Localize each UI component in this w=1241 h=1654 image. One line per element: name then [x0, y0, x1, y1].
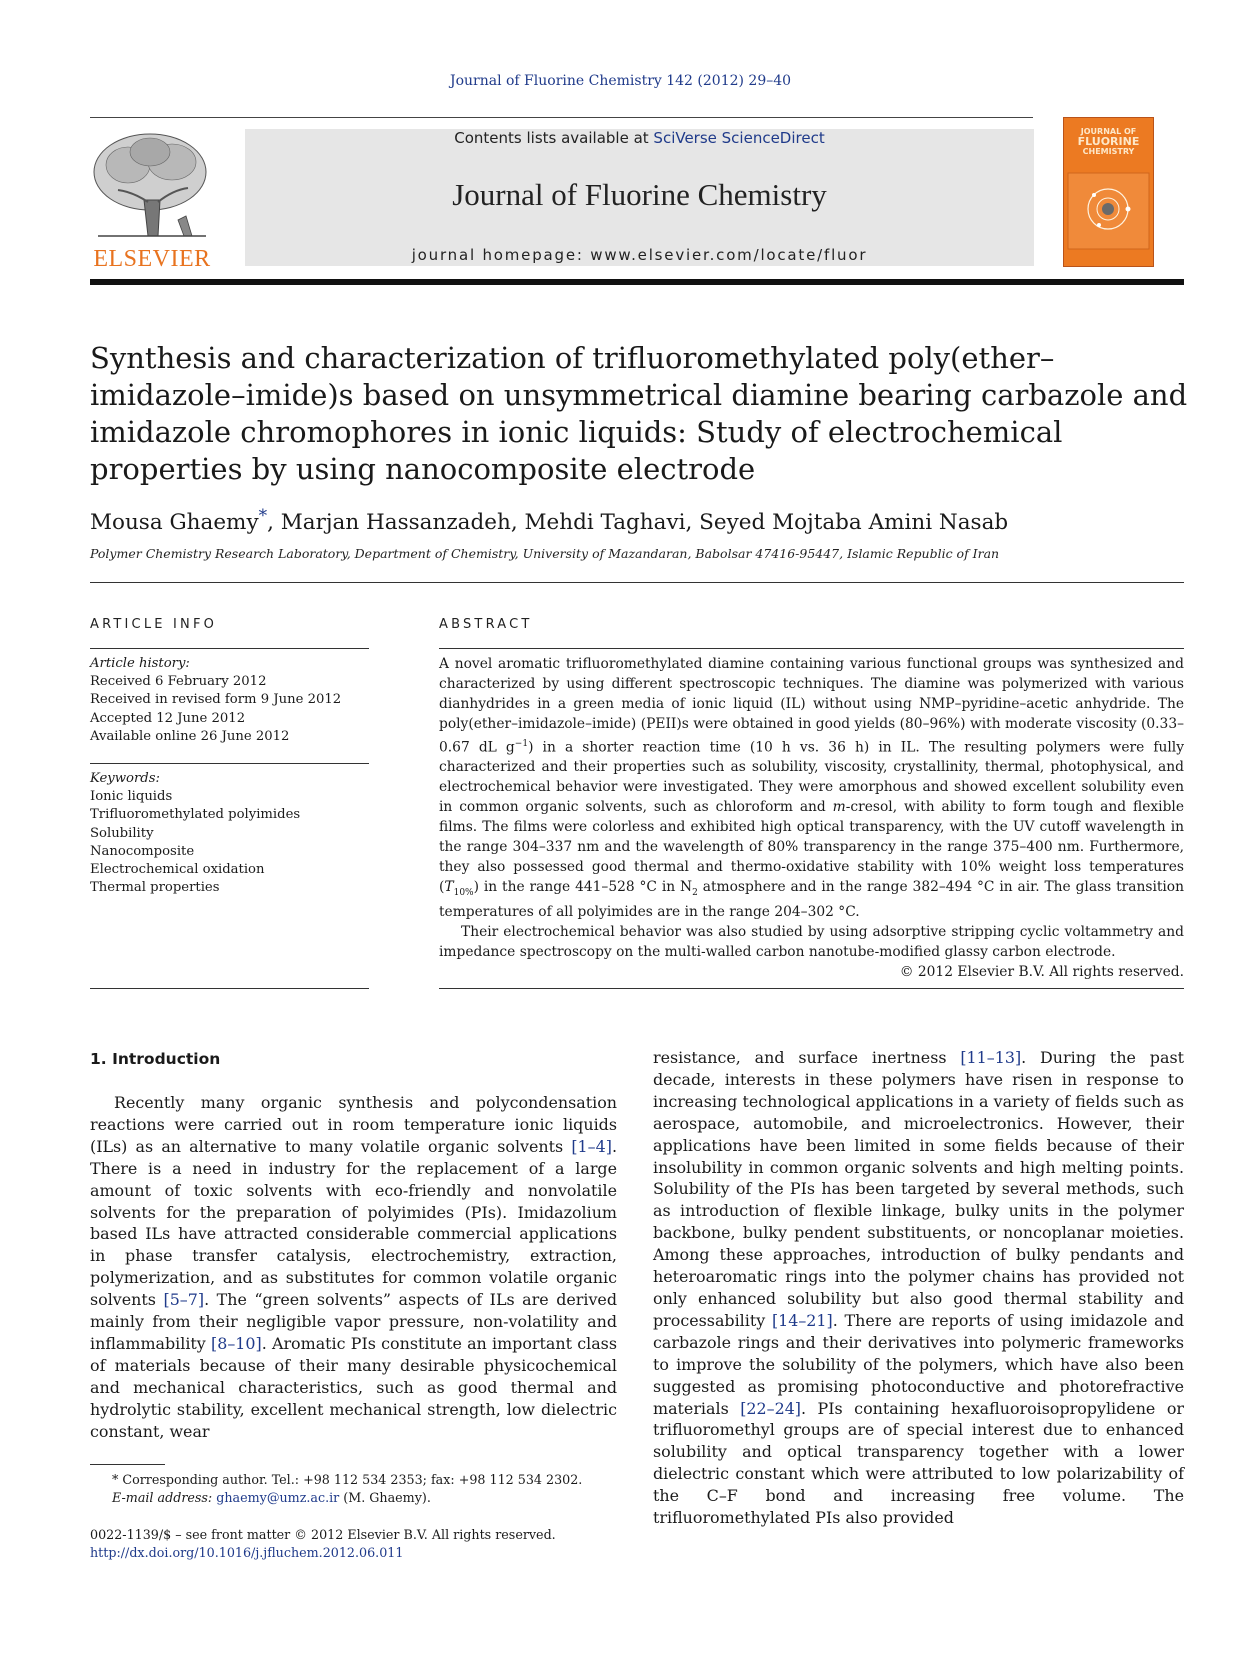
header-top-rule	[90, 117, 1033, 118]
affiliation-rule	[90, 582, 1184, 583]
affiliation: Polymer Chemistry Research Laboratory, Department of Chemistry, University of Mazandaran, Babolsar 47416-95447, Islamic Republic of Iran	[90, 546, 1000, 561]
article-info-rule-middle	[90, 763, 369, 764]
elsevier-wordmark: ELSEVIER	[93, 246, 211, 272]
abstract-copyright: © 2012 Elsevier B.V. All rights reserved.	[899, 963, 1184, 980]
citation-link[interactable]: [1–4]	[571, 1136, 612, 1156]
article-title: Synthesis and characterization of trifluoromethylated poly(ether–imidazole–imide)s based on unsymmetrical diamine bearing carbazole and imidazole chromophores in ionic liquids: Study of electrochemical properties by using nanocomposite electrode	[90, 341, 1188, 486]
citation-link[interactable]: [14–21]	[771, 1310, 833, 1330]
front-matter-line: 0022-1139/$ – see front matter © 2012 Elsevier B.V. All rights reserved.	[90, 1527, 556, 1542]
body-column-left	[90, 1092, 617, 1443]
history-accepted: Accepted 12 June 2012	[90, 710, 246, 726]
cover-atom-graphic-icon	[1064, 165, 1153, 255]
history-online: Available online 26 June 2012	[90, 728, 290, 744]
intro-paragraph-1: Recently many organic synthesis and polycondensation reactions were carried out in room temperature ionic liquids (ILs) as an alternative to many volatile organic solvents [1–4]. There is a need in industry for the replacement of a large amount of toxic solvents with eco-friendly and nonvolatile solvents for the preparation of polyimides (PIs). Imidazolium based ILs have attracted considerable commercial applications in phase transfer catalysis, electrochemistry, extraction, polymerization, and as substitutes for common volatile organic solvents [5–7]. The “green solvents” aspects of ILs are derived mainly from their negligible vapor pressure, non-volatility and inflammability [8–10]. Aromatic PIs constitute an important class of materials because of their many desirable physicochemical and mechanical characteristics, such as good thermal and hydrolytic stability, excellent mechanical strength, low dielectric constant, wear	[90, 1093, 618, 1441]
abstract-heading: ABSTRACT	[439, 617, 533, 632]
keywords	[90, 770, 369, 897]
citation-link[interactable]: [8–10]	[211, 1333, 262, 1353]
abstract-rule-bottom	[439, 988, 1184, 989]
history-label: Article history:	[90, 656, 190, 671]
abstract-rule-top	[439, 648, 1184, 649]
journal-homepage[interactable]: journal homepage: www.elsevier.com/locate/fluor	[411, 246, 868, 264]
abstract-text	[439, 655, 1184, 983]
article-info-heading: ARTICLE INFO	[90, 617, 218, 632]
keyword-item: Thermal properties	[90, 880, 220, 896]
citation-link[interactable]: [22–24]	[740, 1398, 802, 1418]
journal-cover-thumbnail	[1063, 117, 1154, 267]
journal-name: Journal of Fluorine Chemistry	[452, 177, 827, 212]
corresponding-author-mark[interactable]: *	[258, 506, 268, 526]
citation-link[interactable]: [5–7]	[163, 1290, 205, 1310]
abstract-paragraph-2: Their electrochemical behavior was also studied by using adsorptive stripping cyclic voltammetry and impedance spectroscopy on the multi-walled carbon nanotube-modified glassy carbon electrode.	[439, 924, 1184, 961]
header-thick-rule	[90, 279, 1184, 285]
cover-title-line-1: JOURNAL OF	[1080, 127, 1137, 136]
article-info-rule-bottom	[90, 988, 369, 989]
authors-other: , Marjan Hassanzadeh, Mehdi Taghavi, Seyed Mojtaba Amini Nasab	[267, 510, 1009, 536]
email-link[interactable]: ghaemy@umz.ac.ir	[216, 1490, 340, 1505]
cover-title-line-3: CHEMISTRY	[1082, 147, 1135, 156]
journal-masthead	[245, 129, 1034, 266]
sciverse-sciencedirect-link[interactable]: SciVerse ScienceDirect	[653, 129, 825, 147]
cover-title	[1064, 127, 1153, 157]
keyword-item: Nanocomposite	[90, 843, 195, 859]
body-column-right	[653, 1047, 1184, 1529]
author-list	[90, 506, 1190, 535]
keyword-item: Solubility	[90, 825, 154, 841]
abstract-paragraph-1: A novel aromatic trifluoromethylated diamine containing various functional groups was synthesized and characterized by using different spectroscopic techniques. The diamine was polymerized with various dianhydrides in a green media of ionic liquid (IL) without using NMP–pyridine–acetic anhydride. The poly(ether–imidazole–imide) (PEII)s were obtained in good yields (80–96%) with moderate viscosity (0.33–0.67 dL $g^{-1}$) in a shorter reaction time (10 h vs. 36 h) in IL. The resulting polymers were fully characterized and their properties such as solubility, viscosity, crystallinity, thermal, photophysical, and electrochemical behavior were investigated. They were amorphous and showed excellent solubility even in common organic solvents, such as chloroform and m-cresol, with ability to form tough and flexible films. The films were colorless and exhibited high optical transparency, with the UV cutoff wavelength in the range 304–337 nm and the wavelength of 80% transparency in the range 375–400 nm. Furthermore, they also possessed good thermal and thermo-oxidative stability with 10% weight loss temperatures $(T_{10\%})$ in the range 441–528 °C in $N_2$ atmosphere and in the range 382–494 °C in air. The glass transition temperatures of all polyimides are in the range 204–302 °C.	[439, 656, 1185, 921]
citation-link[interactable]: [11–13]	[960, 1048, 1022, 1067]
history-received: Received 6 February 2012	[90, 674, 267, 690]
journal-reference[interactable]: Journal of Fluorine Chemistry 142 (2012) 29–40	[449, 73, 792, 89]
keywords-label: Keywords:	[90, 771, 160, 786]
footnote-rule	[90, 1464, 165, 1465]
keyword-item: Electrochemical oxidation	[90, 862, 265, 878]
corresponding-author-footnote	[90, 1471, 650, 1507]
history-revised: Received in revised form 9 June 2012	[90, 692, 342, 708]
contents-available-line	[245, 129, 1034, 147]
footnote-corresponding: * Corresponding author. Tel.: +98 112 534 2353; fax: +98 112 534 2302.	[112, 1472, 583, 1487]
author-corresponding: Mousa Ghaemy	[90, 510, 259, 536]
keyword-item: Ionic liquids	[90, 789, 173, 805]
cover-title-line-2: FLUORINE	[1077, 135, 1140, 148]
tree-icon	[88, 130, 216, 242]
intro-paragraph-1-continued: resistance, and surface inertness [11–13]. During the past decade, interests in these polymers have risen in response to increasing technological applications in a variety of fields such as aerospace, automobile, and microelectronics. However, their applications have been limited in some fields because of their insolubility in common organic solvents and high melting points. Solubility of the PIs has been targeted by several methods, such as introduction of flexible linkage, bulky units in the polymer backbone, bulky pendent substituents, or noncoplanar moieties. Among these approaches, introduction of bulky pendants and heteroaromatic rings into the polymer chains has provided not only enhanced solubility but also good thermal stability and processability [14–21]. There are reports of using imidazole and carbazole rings and their derivatives into polymeric frameworks to improve the solubility of the polymers, which have also been suggested as promising photoconductive and photorefractive materials [22–24]. PIs containing hexafluoroisopropylidene or trifluoromethyl groups are of special interest due to enhanced solubility and optical transparency together with a lower dielectric constant which were attributed to low polarizability of the C–F bond and increasing free volume. The trifluoromethylated PIs also provided	[653, 1048, 1184, 1528]
article-info-rule-top	[90, 648, 369, 649]
front-matter	[90, 1526, 650, 1562]
doi-link[interactable]: http://dx.doi.org/10.1016/j.jfluchem.2012.06.011	[90, 1545, 404, 1560]
article-history	[90, 655, 369, 746]
footnote-email: E-mail address: ghaemy@umz.ac.ir (M. Ghaemy).	[112, 1490, 431, 1505]
section-heading-introduction: 1. Introduction	[90, 1050, 221, 1068]
keyword-item: Trifluoromethylated polyimides	[90, 807, 301, 823]
contents-prefix: Contents lists available at	[454, 129, 654, 147]
